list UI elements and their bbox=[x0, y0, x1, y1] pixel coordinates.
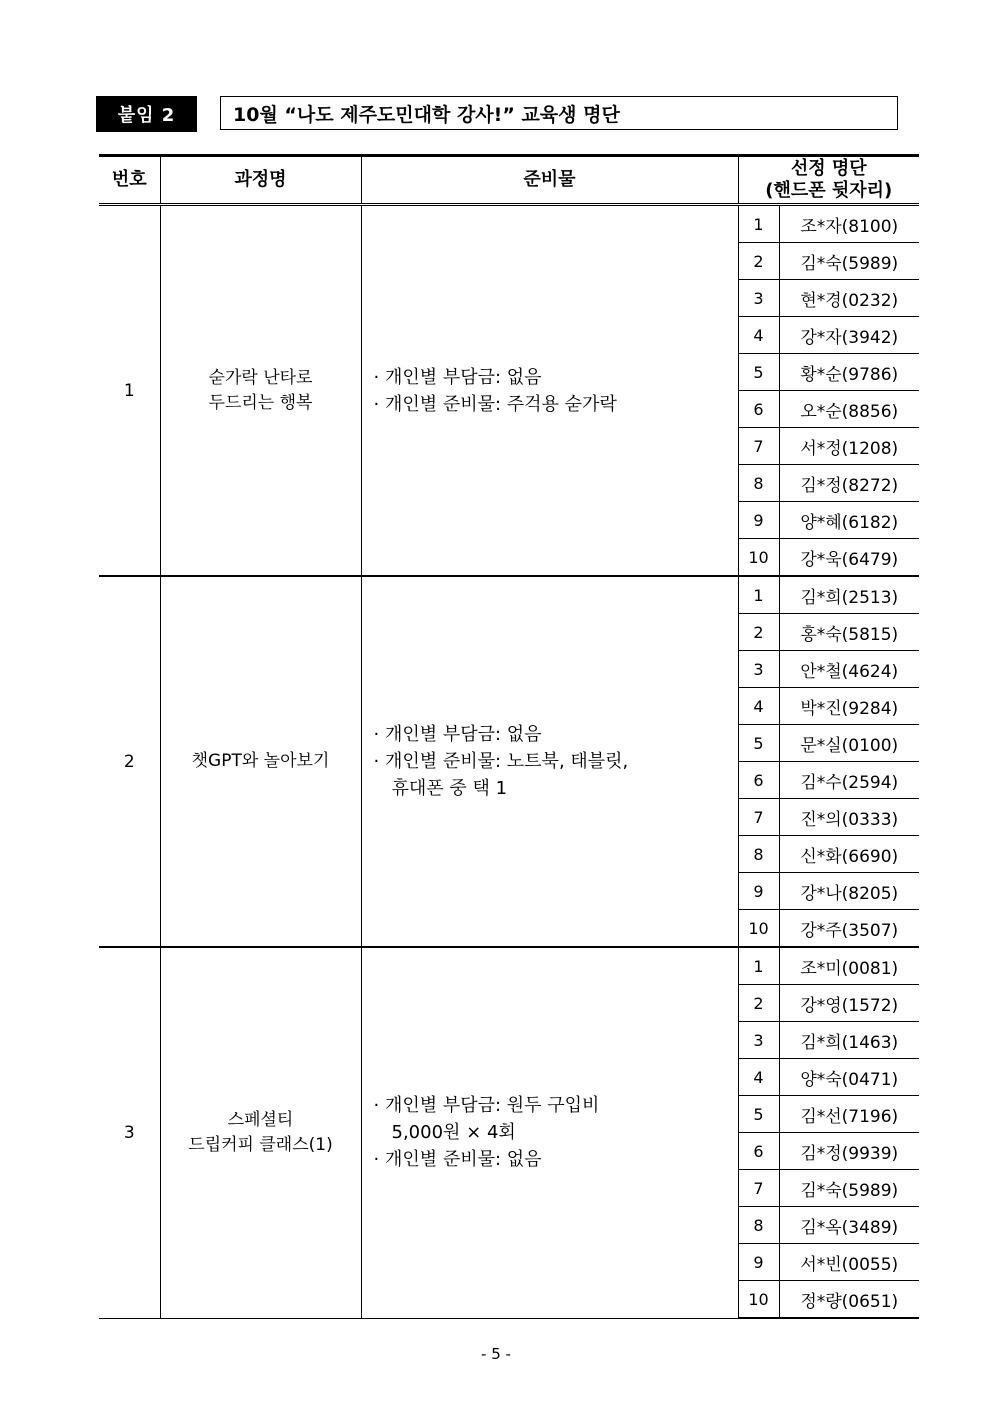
preparation-line: 5,000원 × 4회 bbox=[391, 1122, 516, 1144]
course-name bbox=[160, 205, 361, 577]
member-name: 안*철(4624) bbox=[779, 651, 919, 688]
member-name: 김*숙(5989) bbox=[779, 1170, 919, 1207]
member-name: 김*옥(3489) bbox=[779, 1207, 919, 1244]
member-index: 1 bbox=[738, 205, 779, 243]
table-row bbox=[99, 576, 919, 614]
preparation-info bbox=[361, 947, 738, 1318]
course-name bbox=[160, 947, 361, 1318]
preparation-line: · 개인별 준비물: 주걱용 숟가락 bbox=[373, 393, 617, 415]
preparation-line: · 개인별 준비물: 없음 bbox=[373, 1149, 542, 1171]
member-name: 강*주(3507) bbox=[779, 910, 919, 948]
header-prep: 준비물 bbox=[361, 156, 738, 205]
member-name: 강*영(1572) bbox=[779, 985, 919, 1022]
preparation-line: · 개인별 부담금: 없음 bbox=[373, 724, 542, 745]
preparation-line: 휴대폰 중 택 1 bbox=[391, 778, 508, 799]
member-index: 1 bbox=[738, 576, 779, 614]
member-name: 김*희(2513) bbox=[779, 576, 919, 614]
header-no: 번호 bbox=[99, 156, 160, 205]
member-index: 7 bbox=[738, 428, 779, 465]
preparation-info bbox=[361, 576, 738, 947]
member-name: 서*정(1208) bbox=[779, 428, 919, 465]
member-name: 김*수(2594) bbox=[779, 762, 919, 799]
member-index: 1 bbox=[738, 947, 779, 985]
member-name: 서*빈(0055) bbox=[779, 1244, 919, 1281]
member-index: 7 bbox=[738, 1170, 779, 1207]
member-index: 4 bbox=[738, 317, 779, 354]
member-index: 5 bbox=[738, 354, 779, 391]
member-name: 홍*숙(5815) bbox=[779, 614, 919, 651]
member-index: 10 bbox=[738, 1281, 779, 1319]
member-index: 9 bbox=[738, 502, 779, 539]
member-index: 2 bbox=[738, 985, 779, 1022]
member-index: 5 bbox=[738, 1096, 779, 1133]
header-selected-line2: (핸드폰 뒷자리) bbox=[765, 180, 893, 201]
member-index: 6 bbox=[738, 1133, 779, 1170]
member-name: 김*정(9939) bbox=[779, 1133, 919, 1170]
member-name: 양*혜(6182) bbox=[779, 502, 919, 539]
member-index: 8 bbox=[738, 465, 779, 502]
member-index: 8 bbox=[738, 1207, 779, 1244]
member-index: 5 bbox=[738, 725, 779, 762]
header-selected-line1: 선정 명단 bbox=[790, 158, 867, 179]
member-name: 김*정(8272) bbox=[779, 465, 919, 502]
course-name-line: 두드리는 행복 bbox=[208, 392, 313, 413]
member-name: 문*실(0100) bbox=[779, 725, 919, 762]
member-index: 3 bbox=[738, 1022, 779, 1059]
member-index: 6 bbox=[738, 391, 779, 428]
course-number: 2 bbox=[99, 576, 160, 947]
course-number: 1 bbox=[99, 205, 160, 577]
member-index: 9 bbox=[738, 1244, 779, 1281]
member-index: 4 bbox=[738, 688, 779, 725]
preparation-info bbox=[361, 205, 738, 577]
course-name-line: 숟가락 난타로 bbox=[208, 367, 313, 388]
member-name: 강*나(8205) bbox=[779, 873, 919, 910]
table-row bbox=[99, 205, 919, 243]
member-name: 강*자(3942) bbox=[779, 317, 919, 354]
member-name: 진*의(0333) bbox=[779, 799, 919, 836]
member-name: 김*선(7196) bbox=[779, 1096, 919, 1133]
page-number: - 5 - bbox=[481, 1345, 511, 1363]
member-name: 오*순(8856) bbox=[779, 391, 919, 428]
member-index: 3 bbox=[738, 651, 779, 688]
course-name-line: 스페셜티 bbox=[227, 1109, 294, 1130]
member-index: 9 bbox=[738, 873, 779, 910]
table-row bbox=[99, 947, 919, 985]
member-name: 박*진(9284) bbox=[779, 688, 919, 725]
member-name: 김*숙(5989) bbox=[779, 243, 919, 280]
preparation-line: · 개인별 준비물: 노트북, 태블릿, bbox=[373, 751, 629, 772]
preparation-line: · 개인별 부담금: 없음 bbox=[373, 366, 542, 388]
course-number: 3 bbox=[99, 947, 160, 1318]
member-name: 조*미(0081) bbox=[779, 947, 919, 985]
member-name: 조*자(8100) bbox=[779, 205, 919, 243]
roster-body bbox=[99, 205, 919, 1319]
header-course: 과정명 bbox=[160, 156, 361, 205]
header-selected bbox=[738, 156, 919, 205]
member-name: 양*숙(0471) bbox=[779, 1059, 919, 1096]
member-index: 2 bbox=[738, 614, 779, 651]
course-name-line: 드립커피 클래스(1) bbox=[188, 1134, 333, 1155]
trainee-roster-table bbox=[99, 154, 919, 1319]
member-index: 10 bbox=[738, 539, 779, 577]
member-index: 6 bbox=[738, 762, 779, 799]
member-name: 정*량(0651) bbox=[779, 1281, 919, 1319]
member-index: 4 bbox=[738, 1059, 779, 1096]
member-name: 현*경(0232) bbox=[779, 280, 919, 317]
preparation-line: · 개인별 부담금: 원두 구입비 bbox=[373, 1095, 600, 1117]
member-index: 8 bbox=[738, 836, 779, 873]
member-index: 10 bbox=[738, 910, 779, 948]
member-name: 신*화(6690) bbox=[779, 836, 919, 873]
member-index: 7 bbox=[738, 799, 779, 836]
member-index: 2 bbox=[738, 243, 779, 280]
member-name: 강*욱(6479) bbox=[779, 539, 919, 577]
member-name: 황*순(9786) bbox=[779, 354, 919, 391]
document-title: 10월 “나도 제주도민대학 강사!” 교육생 명단 bbox=[220, 96, 898, 130]
course-name-line: 챗GPT와 놀아보기 bbox=[191, 751, 330, 771]
attachment-tag: 붙임 2 bbox=[96, 96, 197, 132]
member-index: 3 bbox=[738, 280, 779, 317]
course-name bbox=[160, 576, 361, 947]
table-header-row bbox=[99, 156, 919, 205]
member-name: 김*희(1463) bbox=[779, 1022, 919, 1059]
